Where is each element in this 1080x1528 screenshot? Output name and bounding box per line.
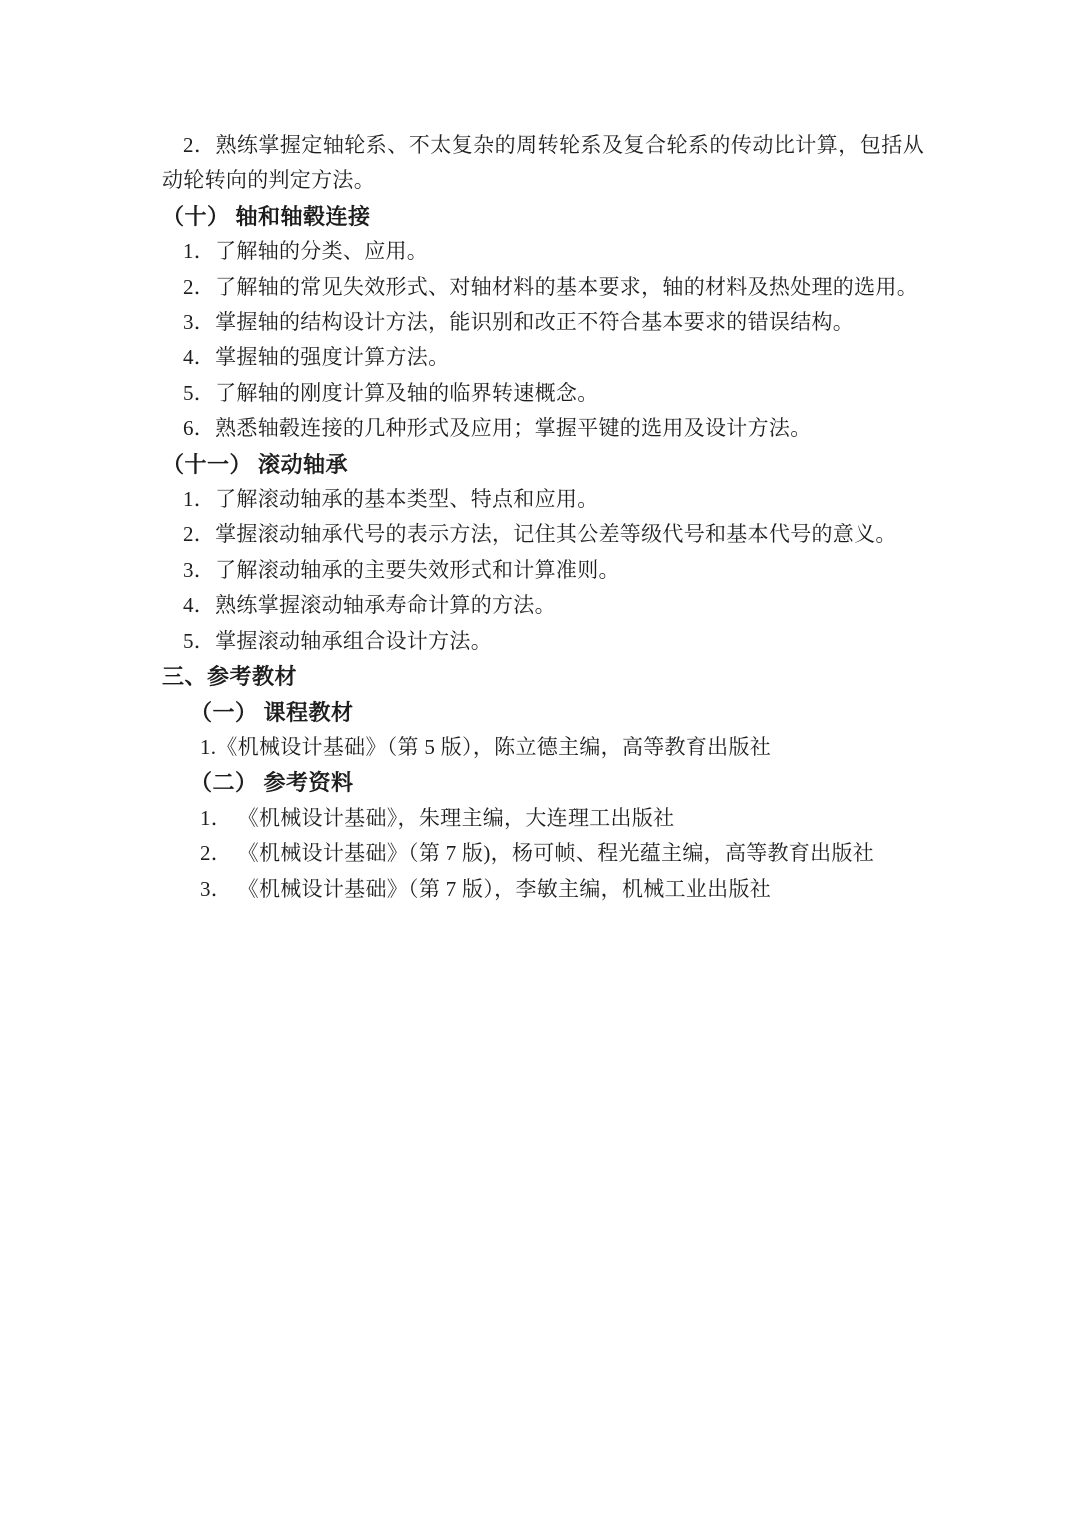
subheading-course-textbook: （一） 课程教材 (190, 699, 354, 725)
item-shaft-2: 2．了解轴的常见失效形式、对轴材料的基本要求，轴的材料及热处理的选用。 (183, 274, 918, 299)
heading-rolling-bearing: （十一） 滚动轴承 (162, 451, 349, 477)
item-bearing-5: 5．掌握滚动轴承组合设计方法。 (183, 628, 492, 653)
item-shaft-5: 5．了解轴的刚度计算及轴的临界转速概念。 (183, 380, 599, 405)
item-bearing-4: 4．熟练掌握滚动轴承寿命计算的方法。 (183, 593, 556, 618)
book-course-1: 1.《机械设计基础》（第 5 版），陈立德主编，高等教育出版社 (200, 734, 772, 759)
para-gear-train-ratio: 2．熟练掌握定轴轮系、不太复杂的周转轮系及复合轮系的传动比计算，包括从动轮转向的判定方法。 (162, 133, 924, 193)
book-ref-2: 2． 《机械设计基础》（第 7 版)，杨可帧、程光蕴主编，高等教育出版社 (200, 841, 875, 866)
document-content (162, 128, 924, 907)
heading-shaft-hub-connection: （十） 轴和轴毂连接 (162, 203, 371, 229)
item-bearing-1: 1．了解滚动轴承的基本类型、特点和应用。 (183, 487, 599, 512)
subheading-reference-materials: （二） 参考资料 (190, 770, 354, 796)
item-shaft-6: 6．熟悉轴毂连接的几种形式及应用；掌握平键的选用及设计方法。 (183, 416, 812, 441)
book-ref-1: 1． 《机械设计基础》，朱理主编，大连理工出版社 (200, 805, 675, 830)
item-shaft-3: 3．掌握轴的结构设计方法，能识别和改正不符合基本要求的错误结构。 (183, 310, 855, 335)
book-ref-3: 3． 《机械设计基础》（第 7 版），李敏主编，机械工业出版社 (200, 876, 772, 901)
heading-reference-textbooks: 三、参考教材 (162, 664, 298, 690)
item-bearing-3: 3．了解滚动轴承的主要失效形式和计算准则。 (183, 557, 620, 582)
item-shaft-4: 4．掌握轴的强度计算方法。 (183, 345, 450, 370)
item-bearing-2: 2．掌握滚动轴承代号的表示方法，记住其公差等级代号和基本代号的意义。 (183, 522, 897, 547)
item-shaft-1: 1．了解轴的分类、应用。 (183, 239, 429, 264)
